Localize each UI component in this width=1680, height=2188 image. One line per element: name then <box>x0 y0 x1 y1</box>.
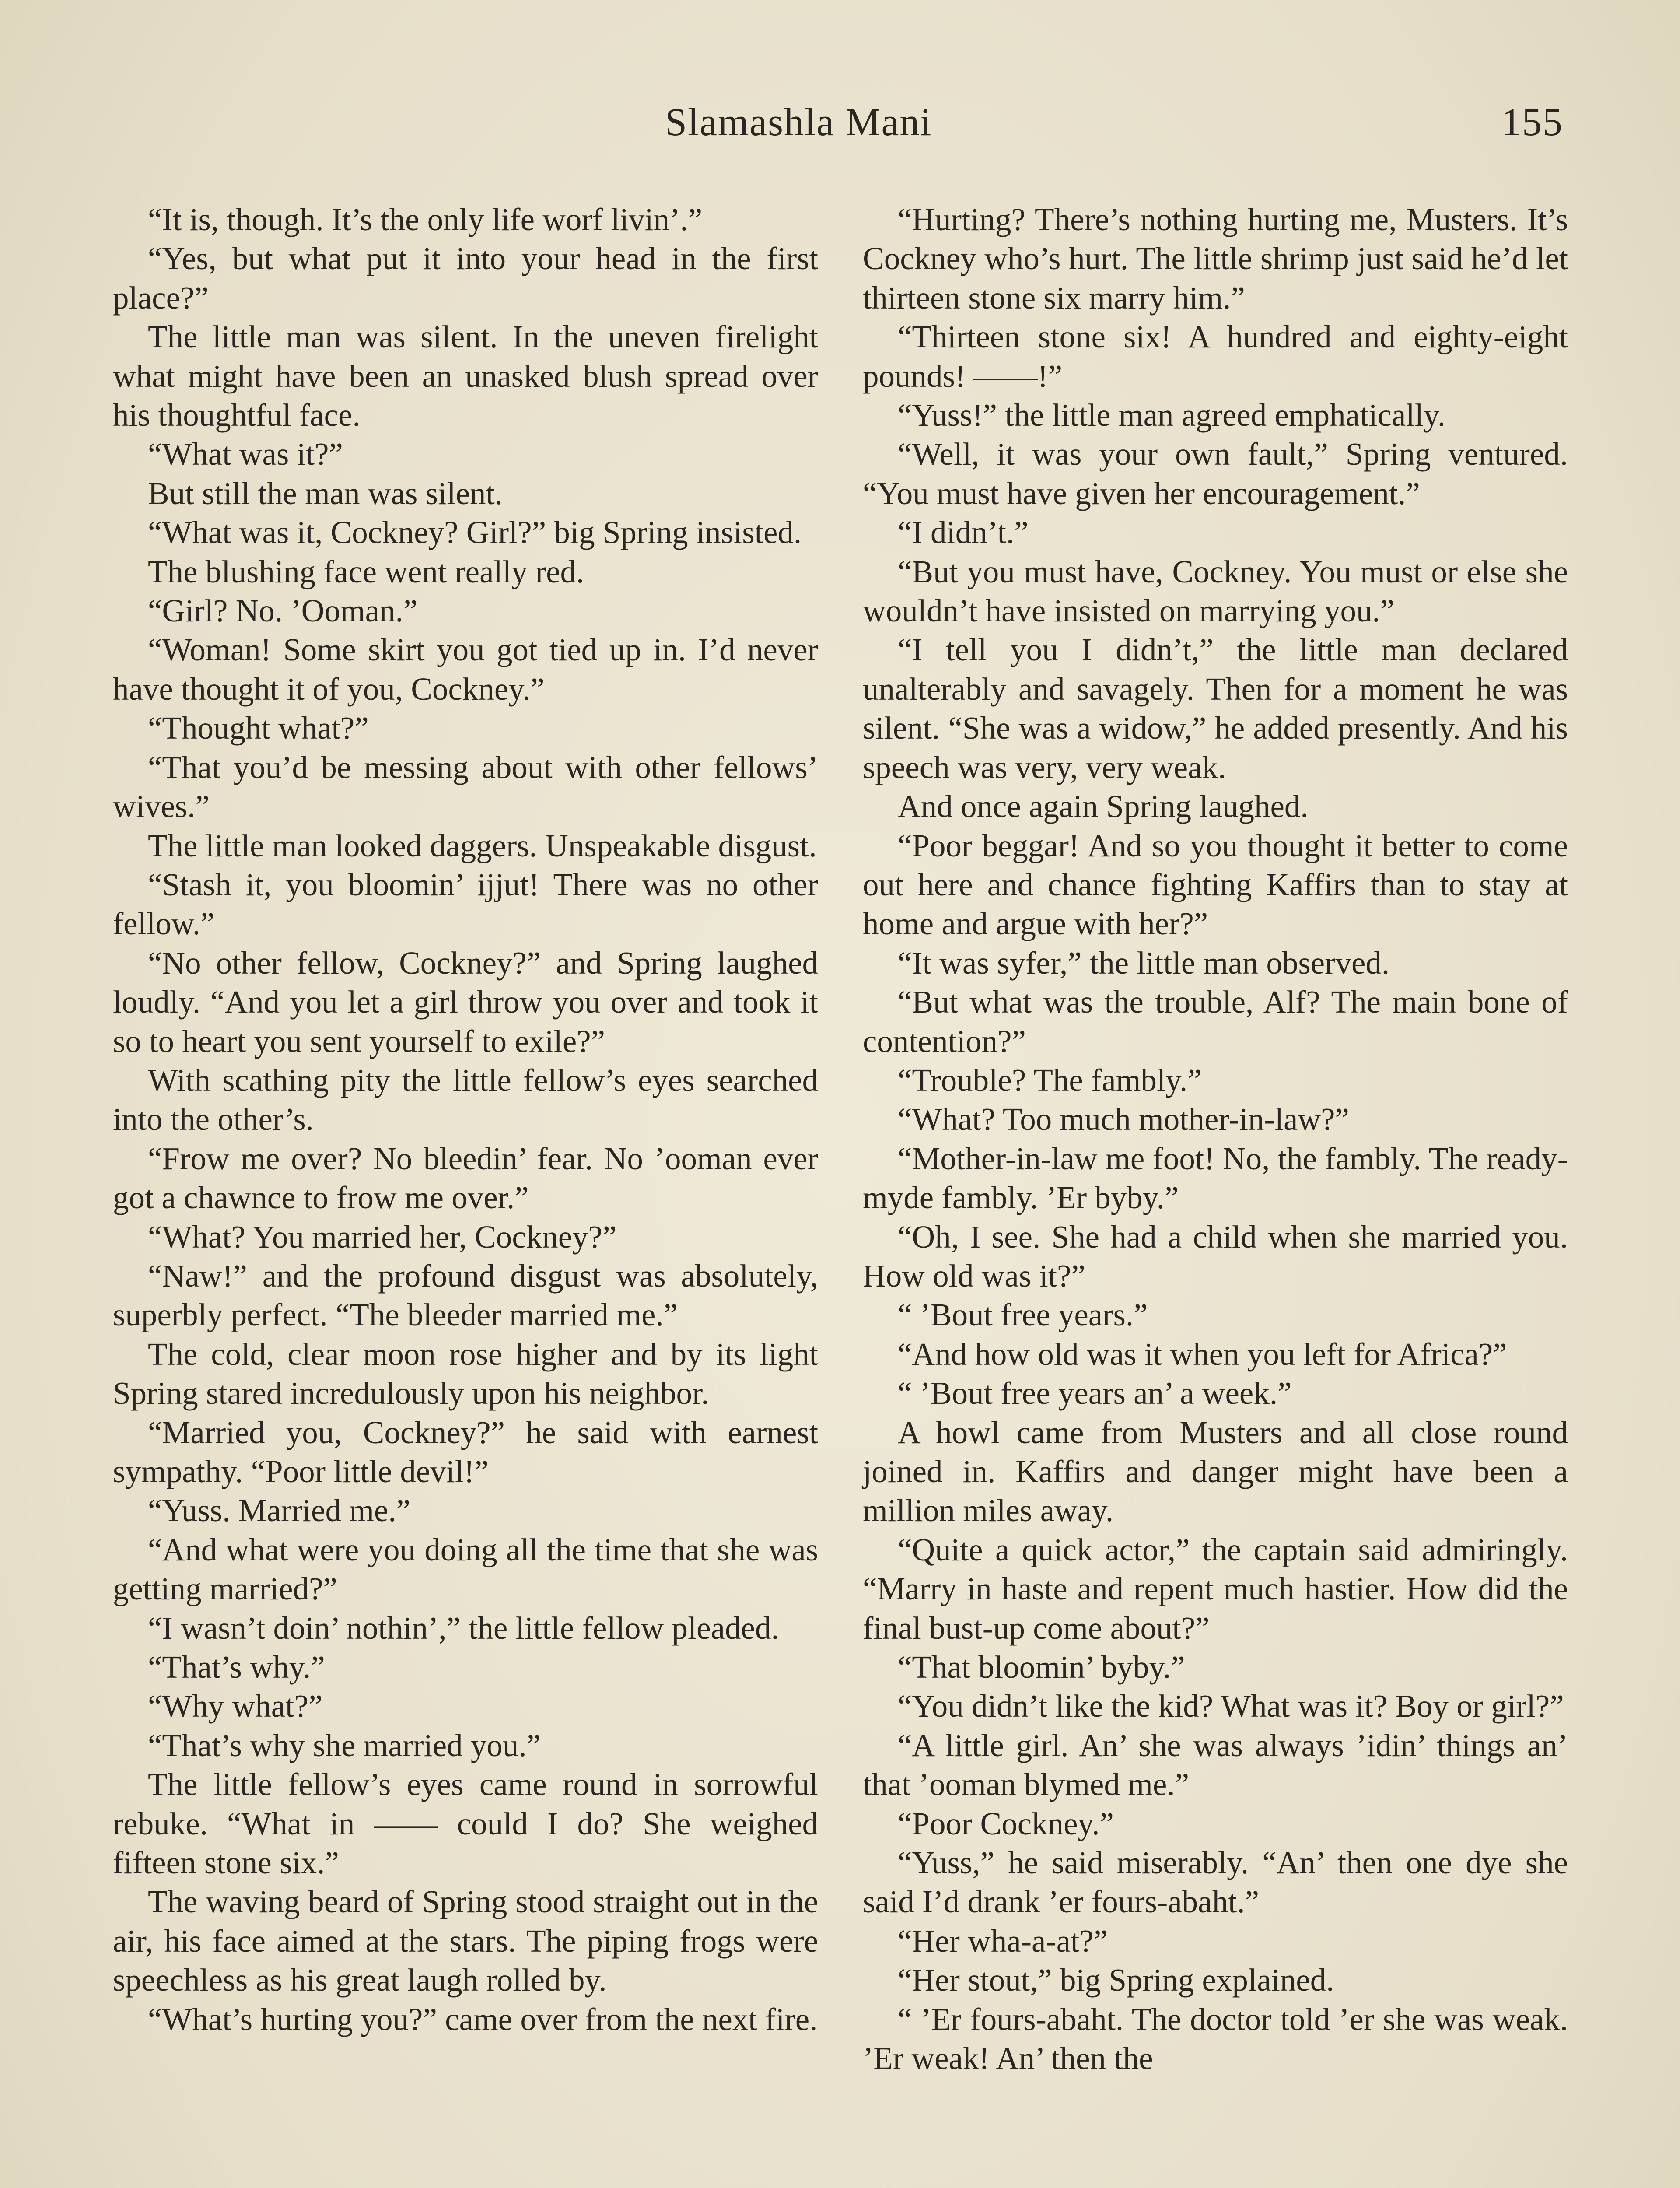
page-number: 155 <box>1502 101 1563 144</box>
paragraph: “Poor beggar! And so you thought it better to come out here and chance fighting Kaffirs than to stay at home and argue with her?” <box>863 828 1568 942</box>
paragraph: With scathing pity the little fellow’s eyes searched into the other’s. <box>113 1062 818 1137</box>
paragraph: “Thought what?” <box>148 710 369 746</box>
paragraph: “Why what?” <box>148 1688 323 1724</box>
paragraph: The blushing face went really red. <box>148 554 584 589</box>
paragraph: “Married you, Cockney?” he said with earnest sympathy. “Poor little devil!” <box>113 1414 818 1489</box>
paragraph: “You didn’t like the kid? What was it? Boy or girl?” <box>898 1688 1564 1724</box>
paragraph: “ ’Er fours-abaht. The doctor told ’er she was weak. ’Er weak! An’ then the <box>863 2001 1568 2076</box>
paragraph: “Girl? No. ’Ooman.” <box>148 593 418 629</box>
paragraph: But still the man was silent. <box>148 475 503 511</box>
paragraph: “I wasn’t doin’ nothin’,” the little fellow pleaded. <box>148 1610 779 1646</box>
paragraph: And once again Spring laughed. <box>898 789 1309 824</box>
paragraph: “What’s hurting you?” came over from the next fire. <box>148 2001 818 2037</box>
paragraph: The waving beard of Spring stood straight out in the air, his face aimed at the stars. The piping frogs were speechless as his great laugh rolled by. <box>113 1884 818 1998</box>
paragraph: “Well, it was your own fault,” Spring ventured. “You must have given her encouragement.” <box>863 436 1568 511</box>
paragraph: “Yuss. Married me.” <box>148 1493 411 1529</box>
paragraph: “Mother-in-law me foot! No, the fambly. The ready-myde fambly. ’Er byby.” <box>863 1140 1568 1216</box>
page-header <box>0 100 1680 161</box>
right-column <box>863 200 1568 2078</box>
paragraph: “That bloomin’ byby.” <box>898 1649 1185 1685</box>
paragraph: “Thirteen stone six! A hundred and eighty-eight pounds! ——!” <box>863 319 1568 394</box>
paragraph: “What? Too much mother-in-law?” <box>898 1101 1349 1137</box>
paragraph: The little man was silent. In the uneven firelight what might have been an unasked blush spread over his thoughtful face. <box>113 319 818 433</box>
paragraph: “That’s why.” <box>148 1649 325 1685</box>
paragraph: “I tell you I didn’t,” the little man declared unalterably and savagely. Then for a moment he was silent. “She was a widow,” he added presently. And his speech was very, very weak. <box>863 632 1568 785</box>
paragraph: “Her stout,” big Spring explained. <box>898 1962 1334 1998</box>
paragraph: “Her wha-a-at?” <box>898 1923 1108 1959</box>
paragraph: “Yuss!” the little man agreed emphatically. <box>898 397 1446 433</box>
paragraph: “Naw!” and the profound disgust was absolutely, superbly perfect. “The bleeder married me.” <box>113 1258 818 1333</box>
paragraph: “Trouble? The fambly.” <box>898 1062 1202 1098</box>
paragraph: “I didn’t.” <box>898 515 1029 551</box>
paragraph: “ ’Bout free years.” <box>898 1297 1148 1333</box>
paragraph: “That’s why she married you.” <box>148 1727 541 1763</box>
paragraph: “It was syfer,” the little man observed. <box>898 945 1390 981</box>
paragraph: “And how old was it when you left for Africa?” <box>898 1336 1507 1372</box>
paragraph: The little man looked daggers. Unspeakable disgust. <box>148 828 817 863</box>
paragraph: “Stash it, you bloomin’ ijjut! There was no other fellow.” <box>113 866 818 942</box>
paragraph: “Frow me over? No bleedin’ fear. No ’ooman ever got a chawnce to frow me over.” <box>113 1140 818 1216</box>
paragraph: “Quite a quick actor,” the captain said admiringly. “Marry in haste and repent much hastier. How did the final bust-up come about?” <box>863 1532 1568 1646</box>
paragraph: “But you must have, Cockney. You must or else she wouldn’t have insisted on marrying you.” <box>863 554 1568 629</box>
paragraph: “Yuss,” he said miserably. “An’ then one dye she said I’d drank ’er fours-abaht.” <box>863 1845 1568 1920</box>
paragraph: “What was it?” <box>148 436 343 472</box>
paragraph: “It is, though. It’s the only life worf livin’.” <box>148 202 703 237</box>
paragraph: “No other fellow, Cockney?” and Spring laughed loudly. “And you let a girl throw you over and took it so to heart you sent yourself to exile?” <box>113 945 818 1059</box>
paragraph: “Oh, I see. She had a child when she married you. How old was it?” <box>863 1219 1568 1294</box>
paragraph: “Yes, but what put it into your head in the first place?” <box>113 241 818 316</box>
paragraph: The cold, clear moon rose higher and by its light Spring stared incredulously upon his neighbor. <box>113 1336 818 1411</box>
paragraph: “ ’Bout free years an’ a week.” <box>898 1375 1292 1411</box>
paragraph: “Woman! Some skirt you got tied up in. I’d never have thought it of you, Cockney.” <box>113 632 818 707</box>
paragraph: “And what were you doing all the time that she was getting married?” <box>113 1532 818 1607</box>
paragraph: The little fellow’s eyes came round in sorrowful rebuke. “What in —— could I do? She weighed fifteen stone six.” <box>113 1767 818 1881</box>
running-title: Slamashla Mani <box>665 101 932 144</box>
paragraph: “A little girl. An’ she was always ’idin’ things an’ that ’ooman blymed me.” <box>863 1727 1568 1802</box>
paragraph: “That you’d be messing about with other fellows’ wives.” <box>113 749 818 824</box>
paragraph: “Poor Cockney.” <box>898 1806 1114 1841</box>
paragraph: “Hurting? There’s nothing hurting me, Musters. It’s Cockney who’s hurt. The little shrimp just said he’d let thirteen stone six marry him.” <box>863 202 1568 316</box>
paragraph: “What was it, Cockney? Girl?” big Spring insisted. <box>148 515 802 551</box>
paragraph: “But what was the trouble, Alf? The main bone of contention?” <box>863 984 1568 1059</box>
paragraph: “What? You married her, Cockney?” <box>148 1219 617 1255</box>
left-column <box>113 200 818 2039</box>
paragraph: A howl came from Musters and all close round joined in. Kaffirs and danger might have been a million miles away. <box>863 1414 1568 1529</box>
